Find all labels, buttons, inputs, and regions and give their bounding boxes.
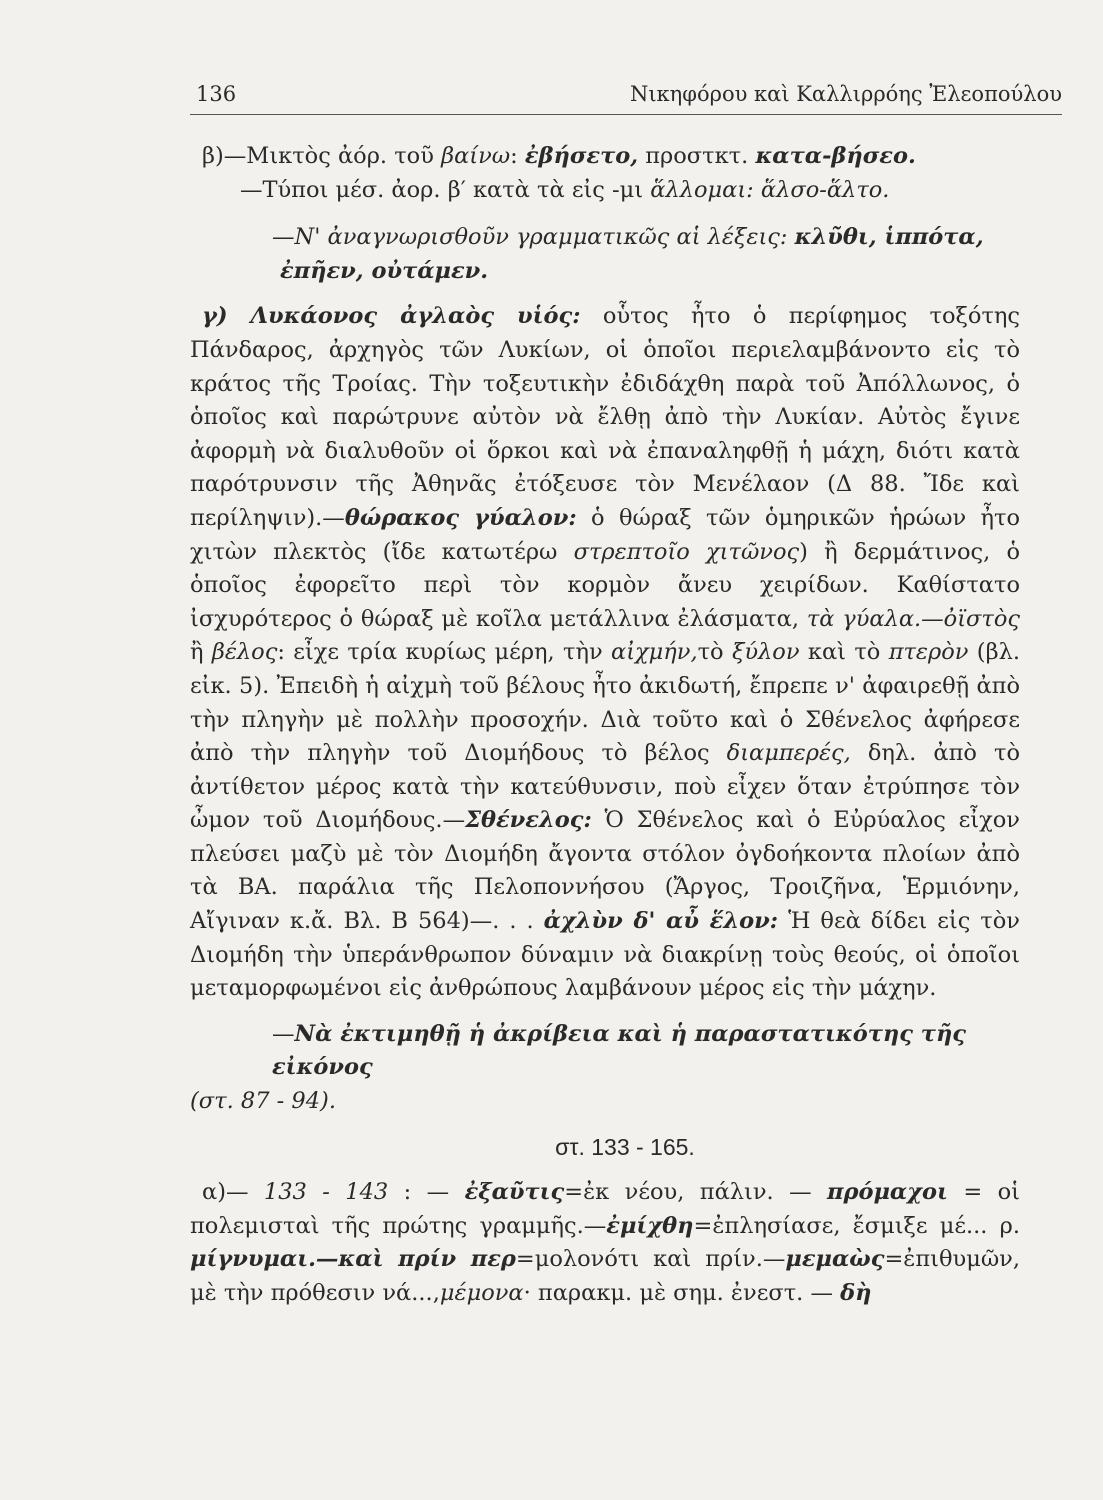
spacer — [190, 1006, 1020, 1018]
running-title: Νικηφόρου καὶ Καλλιρρόης Ἐλεοπούλου — [629, 82, 1062, 106]
beta-line-2: —Τύποι μέσ. ἀορ. β′ κατὰ τὰ εἰς -μι ἅλλομαι: ἅλσο-ἅλτο. — [240, 176, 890, 203]
header-rule — [190, 114, 1062, 115]
page-header — [196, 82, 1062, 112]
section-heading: στ. 133 - 165. — [555, 1133, 695, 1160]
na-line-2: (στ. 87 - 94). — [190, 1088, 336, 1115]
spacer — [190, 207, 1020, 221]
beta-line-1: β)—Μικτὸς ἀόρ. τοῦ βαίνω: ἐβήσετο, προστκτ. κατα-βήσεο. — [202, 143, 916, 169]
gamma-paragraph: γ) Λυκάονος ἀγλαὸς υἱός: οὗτος ἦτο ὁ περίφημος τοξότης Πάνδαρος, ἀρχηγὸς τῶν Λυκίων, οἱ ὁποῖοι περιελαμβάνοντο εἰς τὸ κράτος τῆς Τροίας. Τὴν τοξευτικὴν ἐδιδάχθη παρὰ τοῦ Ἀπόλλωνος, ὁ ὁποῖος καὶ παρώτρυνε αὐτὸν νὰ ἔλθῃ ἀπὸ τὴν Λυκίαν. Αὐτὸς ἔγινε ἀφορμὴ νὰ διαλυθοῦν οἱ ὅρκοι καὶ νὰ ἐπαναληφθῇ ἡ μάχη, διότι κατὰ παρότρυνσιν τῆς Ἀθηνᾶς ἐτόξευσε τὸν Μενέλαον (Δ 88. Ἴδε καὶ περίληψιν).—θώρακος γύαλον: ὁ θώραξ τῶν ὁμηρικῶν ἡρώων ἦτο χιτὼν πλεκτὸς (ἴδε κατωτέρω στρεπτοῖο χιτῶνος) ἢ δερμάτινος, ὁ ὁποῖος ἐφορεῖτο περὶ τὸν κορμὸν ἄνευ χειρίδων. Καθίστατο ἰσχυρότερος ὁ θώραξ μὲ κοῖλα μετάλλινα ἐλάσματα, τὰ γύαλα.—ὀϊστὸς ἢ βέλος: εἶχε τρία κυρίως μέρη, τὴν αἰχμήν,τὸ ξύλον καὶ τὸ πτερὸν (βλ. εἰκ. 5). Ἐπειδὴ ἡ αἰχμὴ τοῦ βέλους ἦτο ἀκιδωτή, ἔπρεπε ν' ἀφαιρεθῇ ἀπὸ τὴν πληγὴν μὲ πολλὴν προσοχήν. Διὰ τοῦτο καὶ ὁ Σθένελος ἀφήρεσε ἀπὸ τὴν πληγὴν τοῦ Διομήδους τὸ βέλος διαμπερές, δηλ. ἀπὸ τὸ ἀντίθετον μέρος κατὰ τὴν κατεύθυνσιν, ποὺ εἶχεν ὅταν ἐτρύπησε τὸν ὦμον τοῦ Διομήδους.—Σθένελος: Ὁ Σθένελος καὶ ὁ Εὐρύαλος εἶχον πλεύσει μαζὺ μὲ τὸν Διομήδη ἄγοντα στόλον ὀγδοήκοντα πλοίων ἀπὸ τὰ ΒΑ. παράλια τῆς Πελοποννήσου (Ἄργος, Τροιζῆνα, Ἑρμιόνην, Αἴγιναν κ.ἄ. Βλ. Β 564)—. . . ἀχλὺν δ' αὖ ἕλον: Ἡ θεὰ δίδει εἰς τὸν Διομήδη τὴν ὑπεράνθρωπον δύναμιν νὰ διακρίνῃ τοὺς θεούς, οἱ ὁποῖοι μεταμορφωμένοι εἰς ἀνθρώπους λαμβάνουν μέρος εἰς τὴν μάχην. — [190, 303, 1021, 1002]
alpha-paragraph: α)— 133 - 143 : — ἐξαῦτις=ἐκ νέου, πάλιν. — πρόμαχοι = οἱ πολεμισταὶ τῆς πρώτης γραμμῆς.—ἐμίχθη=ἐπλησίασε, ἔσμιξε μέ... ρ. μίγνυμαι.—καὶ πρίν περ=μολονότι καὶ πρίν.—μεμαὼς=ἐπιθυμῶν, μὲ τὴν πρόθεσιν νά...,μέμονα· παρακμ. μὲ σημ. ἐνεστ. — δὴ — [190, 1179, 1021, 1306]
page-number: 136 — [196, 82, 237, 106]
spacer — [190, 1164, 1020, 1176]
spacer — [190, 288, 1020, 300]
page-body — [190, 140, 1020, 1311]
n-line-1: —Ν' ἀναγνωρισθοῦν γραμματικῶς αἱ λέξεις: κλῦθι, ἱππότα, — [272, 224, 984, 251]
spacer — [190, 1119, 1020, 1131]
n-line-2: ἐπῆεν, οὐτάμεν. — [280, 257, 489, 284]
na-line-1: —Νὰ ἐκτιμηθῇ ἡ ἀκρίβεια καὶ ἡ παραστατικότης τῆς εἰκόνος — [272, 1020, 967, 1081]
